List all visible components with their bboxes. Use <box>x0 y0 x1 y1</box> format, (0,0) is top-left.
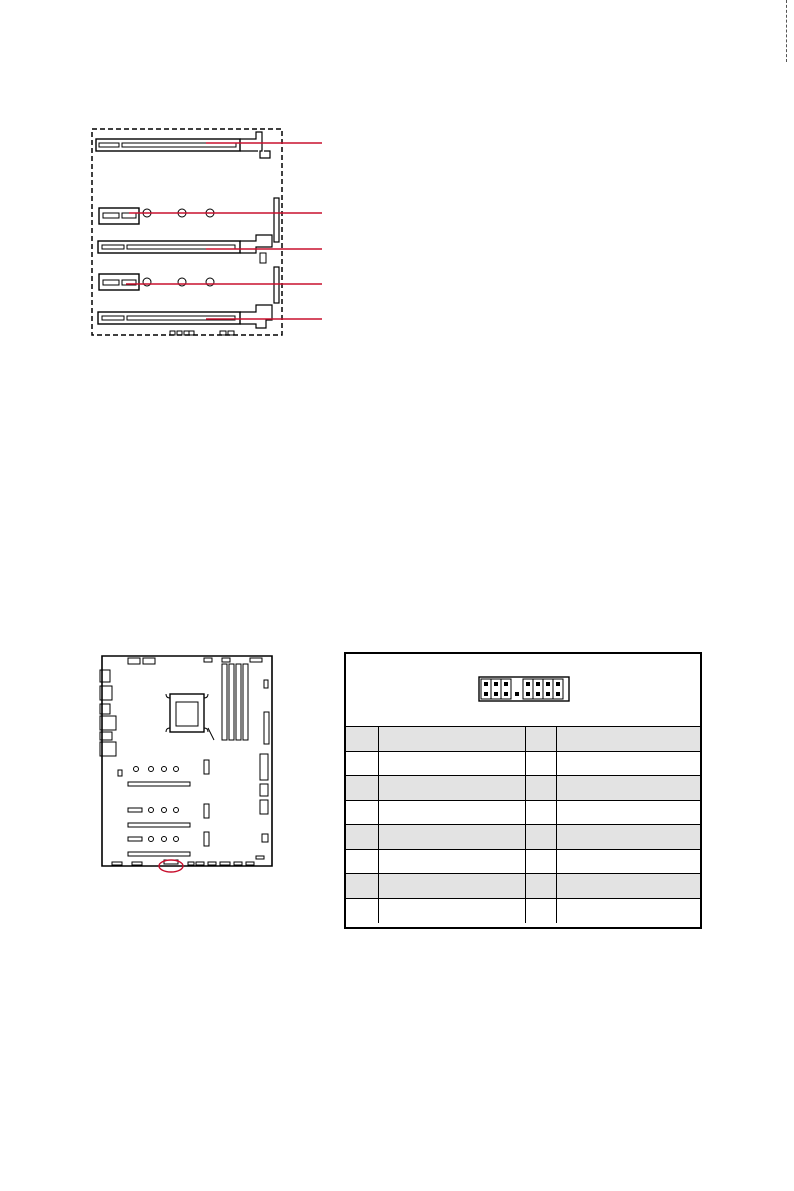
table-row <box>346 849 700 874</box>
pin-cell-signal2 <box>556 874 700 899</box>
table-row <box>346 751 700 776</box>
pin-cell-signal2 <box>556 898 700 923</box>
pin-cell-pin <box>346 751 378 776</box>
pin-cell-pin2 <box>525 776 556 801</box>
pin-cell-signal <box>378 776 525 801</box>
pin-cell-signal2 <box>556 727 700 752</box>
table-row <box>346 898 700 923</box>
board-outline <box>102 656 272 866</box>
motherboard-layout-figure <box>96 650 280 878</box>
pin-cell-pin <box>346 825 378 850</box>
pin-cell-signal <box>378 849 525 874</box>
pcie-slots-figure <box>86 122 336 344</box>
table-row <box>346 776 700 801</box>
pin-cell-signal2 <box>556 800 700 825</box>
pcie-x1-slot-2 <box>99 208 214 224</box>
pcie-x16-slot-5 <box>98 305 272 328</box>
pin-cell-signal <box>378 898 525 923</box>
pin-cell-signal2 <box>556 825 700 850</box>
board-area-outline <box>92 129 282 335</box>
pin-cell-pin <box>346 898 378 923</box>
table-row <box>346 800 700 825</box>
pin-cell-signal2 <box>556 751 700 776</box>
pin-cell-pin <box>346 727 378 752</box>
pin-cell-pin2 <box>525 727 556 752</box>
pin-cell-pin <box>346 849 378 874</box>
pin-cell-signal2 <box>556 849 700 874</box>
table-row <box>346 727 700 752</box>
pin-cell-signal <box>378 874 525 899</box>
pin-cell-pin2 <box>525 849 556 874</box>
page-edge-dashed-rule <box>786 0 787 62</box>
pcie-x1-slot-4 <box>99 274 214 290</box>
slot-callout-lines <box>126 143 322 319</box>
pin-cell-pin2 <box>525 800 556 825</box>
table-row <box>346 825 700 850</box>
pin-cell-pin <box>346 800 378 825</box>
pin-cell-signal <box>378 727 525 752</box>
pin-cell-pin2 <box>525 874 556 899</box>
table-row <box>346 874 700 899</box>
pin-cell-signal <box>378 825 525 850</box>
pin-cell-pin <box>346 874 378 899</box>
pin-cell-pin2 <box>525 898 556 923</box>
pin-cell-pin2 <box>525 825 556 850</box>
pin-cell-signal <box>378 800 525 825</box>
header-pinout-panel <box>344 652 702 929</box>
cpu-socket-icon <box>166 694 214 740</box>
pin-cell-signal2 <box>556 776 700 801</box>
pcie-x16-slot-1 <box>96 132 270 158</box>
pin-cell-signal <box>378 751 525 776</box>
pin-cell-pin <box>346 776 378 801</box>
pin-header-icon <box>478 676 570 702</box>
pin-cell-pin2 <box>525 751 556 776</box>
pin-definition-table <box>346 726 700 923</box>
